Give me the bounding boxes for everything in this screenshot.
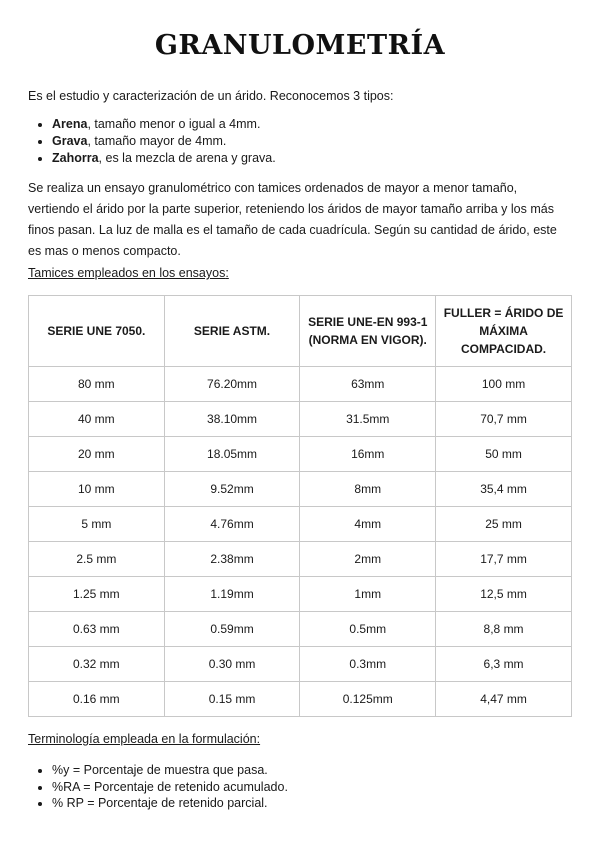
table-row	[29, 437, 572, 472]
table-cell: 4.76mm	[164, 507, 300, 542]
table-row	[29, 402, 572, 437]
terms-list	[28, 762, 288, 812]
procedure-paragraph: Se realiza un ensayo granulométrico con tamices ordenados de mayor a menor tamaño, vertiendo el árido por la parte superior, reteniendo los áridos de mayor tamaño arriba y los más finos pasan. La luz de malla es el tamaño de cada cuadrícula. Según su cantidad de árido, este es mas o menos compacto.	[28, 181, 557, 258]
type-desc: , tamaño menor o igual a 4mm.	[87, 117, 261, 131]
table-cell: 0.63 mm	[29, 612, 165, 647]
table-row	[29, 612, 572, 647]
table-cell: 16mm	[300, 437, 436, 472]
page-title: GRANULOMETRÍA	[154, 30, 446, 61]
column-header: SERIE UNE-EN 993-1 (NORMA EN VIGOR).	[300, 296, 436, 367]
table-cell: 0.3mm	[300, 647, 436, 682]
table-cell: 17,7 mm	[436, 542, 572, 577]
list-item	[52, 133, 276, 150]
column-header: FULLER = ÁRIDO DE MÁXIMA COMPACIDAD.	[436, 296, 572, 367]
table-cell: 0.30 mm	[164, 647, 300, 682]
table-cell: 80 mm	[29, 367, 165, 402]
table-cell: 6,3 mm	[436, 647, 572, 682]
table-caption-suffix: :	[225, 266, 229, 280]
table-cell: 2.5 mm	[29, 542, 165, 577]
table-cell: 8mm	[300, 472, 436, 507]
type-desc: , es la mezcla de arena y grava.	[98, 151, 276, 165]
table-cell: 70,7 mm	[436, 402, 572, 437]
table-cell: 1.19mm	[164, 577, 300, 612]
sieve-table	[28, 295, 572, 717]
table-cell: 4mm	[300, 507, 436, 542]
table-cell: 35,4 mm	[436, 472, 572, 507]
table-cell: 0.32 mm	[29, 647, 165, 682]
table-row	[29, 542, 572, 577]
table-cell: 76.20mm	[164, 367, 300, 402]
table-cell: 0.125mm	[300, 682, 436, 717]
table-cell: 0.15 mm	[164, 682, 300, 717]
table-cell: 1mm	[300, 577, 436, 612]
list-item: • %y = Porcentaje de muestra que pasa.	[52, 762, 288, 779]
table-body	[29, 367, 572, 717]
terms-caption: Terminología empleada en la formulación:	[28, 732, 261, 746]
type-term: Zahorra	[52, 151, 99, 165]
list-item: • %RA = Porcentaje de retenido acumulado.	[52, 779, 288, 796]
table-row	[29, 507, 572, 542]
table-caption-text: Tamices empleados en los ensayos	[28, 266, 226, 280]
table-header-row	[29, 296, 572, 367]
table-cell: 25 mm	[436, 507, 572, 542]
table-row	[29, 682, 572, 717]
table-row	[29, 472, 572, 507]
type-desc: , tamaño mayor de 4mm.	[87, 134, 227, 148]
table-cell: 0.5mm	[300, 612, 436, 647]
table-cell: 31.5mm	[300, 402, 436, 437]
table-cell: 0.59mm	[164, 612, 300, 647]
list-item	[52, 150, 276, 167]
table-cell: 38.10mm	[164, 402, 300, 437]
list-item: • % RP = Porcentaje de retenido parcial.	[52, 795, 288, 812]
table-cell: 40 mm	[29, 402, 165, 437]
table-cell: 2mm	[300, 542, 436, 577]
column-header: SERIE UNE 7050.	[29, 296, 165, 367]
table-cell: 9.52mm	[164, 472, 300, 507]
table-cell: 0.16 mm	[29, 682, 165, 717]
type-term: Grava	[52, 134, 88, 148]
table-cell: 2.38mm	[164, 542, 300, 577]
table-row	[29, 647, 572, 682]
table-cell: 50 mm	[436, 437, 572, 472]
table-caption	[28, 266, 229, 280]
table-cell: 4,47 mm	[436, 682, 572, 717]
table-row	[29, 367, 572, 402]
table-cell: 8,8 mm	[436, 612, 572, 647]
table-cell: 18.05mm	[164, 437, 300, 472]
column-header: SERIE ASTM.	[164, 296, 300, 367]
list-item	[52, 116, 276, 133]
aggregate-types-list	[28, 116, 276, 167]
table-cell: 12,5 mm	[436, 577, 572, 612]
intro-text: Es el estudio y caracterización de un árido. Reconocemos 3 tipos:	[28, 89, 394, 103]
table-cell: 10 mm	[29, 472, 165, 507]
table-cell: 1.25 mm	[29, 577, 165, 612]
table-cell: 5 mm	[29, 507, 165, 542]
table-cell: 100 mm	[436, 367, 572, 402]
table-row	[29, 577, 572, 612]
table-cell: 20 mm	[29, 437, 165, 472]
type-term: Arena	[52, 117, 88, 131]
table-cell: 63mm	[300, 367, 436, 402]
